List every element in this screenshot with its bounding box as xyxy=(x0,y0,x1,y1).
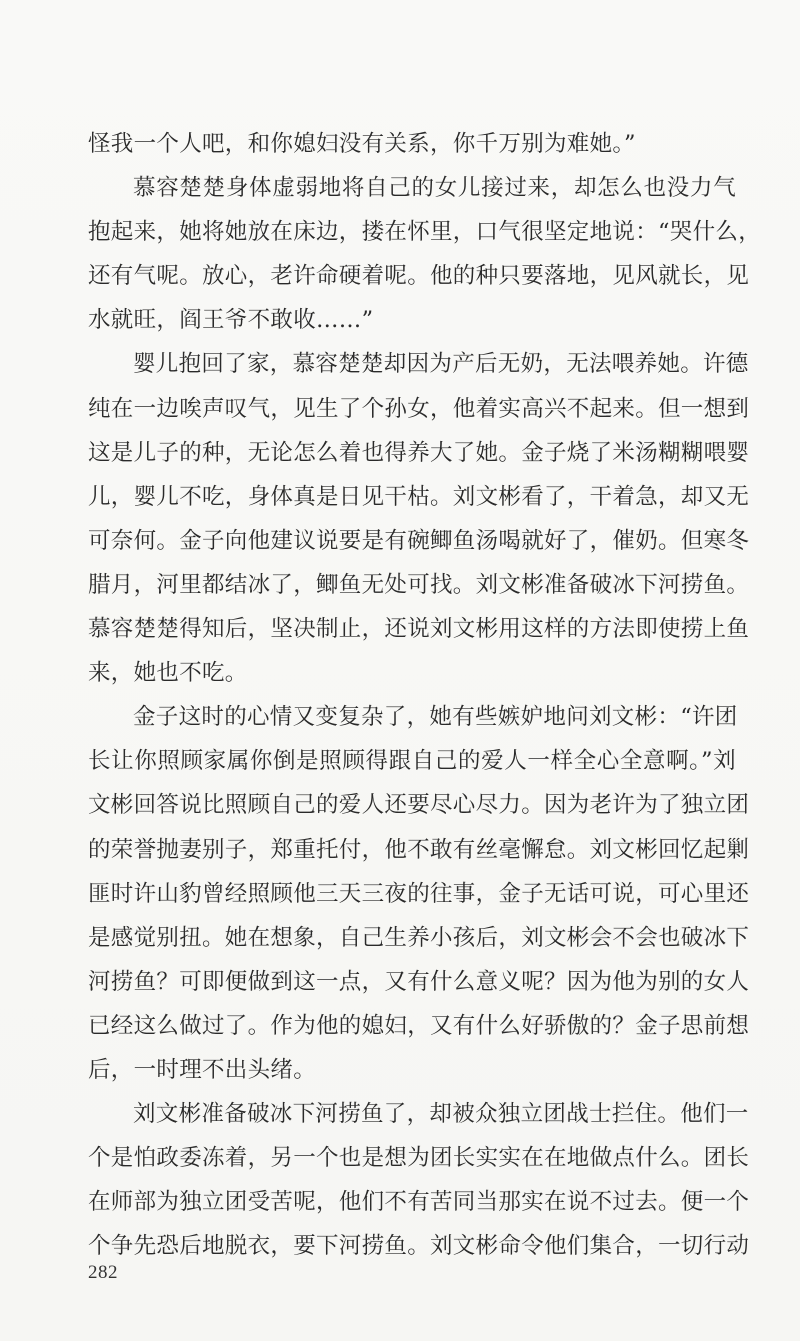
text-line: 长让你照顾家属你倒是照顾得跟自己的爱人一样全心全意啊。”刘 xyxy=(88,748,736,775)
text-line: 婴儿抱回了家，慕容楚楚却因为产后无奶，无法喂养她。许德 xyxy=(133,351,749,378)
text-line: 金子这时的心情又变复杂了，她有些嫉妒地问刘文彬：“许团 xyxy=(133,704,738,731)
text-line: 水就旺，阎王爷不敢收……” xyxy=(88,307,374,334)
text-line: 河捞鱼？可即便做到这一点，又有什么意义呢？因为他为别的女人 xyxy=(88,968,750,995)
text-line: 儿，婴儿不吃，身体真是日见干枯。刘文彬看了，干着急，却又无 xyxy=(88,483,750,510)
text-line: 怪我一个人吧，和你媳妇没有关系，你千万别为难她。” xyxy=(88,131,636,157)
text-line: 纯在一边唉声叹气，见生了个孙女，他着实高兴不起来。但一想到 xyxy=(88,395,750,422)
text-line: 刘文彬准备破冰下河捞鱼了，却被众独立团战士拦住。他们一 xyxy=(133,1101,749,1128)
text-line: 已经这么做过了。作为他的媳妇，又有什么好骄傲的？金子思前想 xyxy=(88,1012,750,1039)
text-line: 个争先恐后地脱衣，要下河捞鱼。刘文彬命令他们集合，一切行动 xyxy=(88,1233,750,1260)
text-line: 慕容楚楚身体虚弱地将自己的女儿接过来，却怎么也没力气 xyxy=(133,175,736,202)
text-line: 后，一时理不出头绪。 xyxy=(88,1056,317,1083)
text-line: 的荣誉抛妻别子，郑重托付，他不敢有丝毫懈怠。刘文彬回忆起剿 xyxy=(88,836,750,863)
text-line: 可奈何。金子向他建议说要是有碗鲫鱼汤喝就好了，催奶。但寒冬 xyxy=(88,527,750,554)
text-line: 还有气呢。放心，老许命硬着呢。他的种只要落地，见风就长，见 xyxy=(88,263,750,290)
text-line: 匪时许山豹曾经照顾他三天三夜的往事，金子无话可说，可心里还 xyxy=(88,880,750,907)
text-line: 文彬回答说比照顾自己的爱人还要尽心尽力。因为老许为了独立团 xyxy=(88,792,750,819)
text-line: 来，她也不吃。 xyxy=(88,660,248,687)
text-line: 个是怕政委冻着，另一个也是想为团长实实在在地做点什么。团长 xyxy=(88,1145,750,1172)
text-line: 在师部为独立团受苦呢，他们不有苦同当那实在说不过去。便一个 xyxy=(88,1189,750,1216)
text-line: 抱起来，她将她放在床边，搂在怀里，口气很坚定地说：“哭什么， xyxy=(88,219,762,246)
text-line: 是感觉别扭。她在想象，自己生养小孩后，刘文彬会不会也破冰下 xyxy=(88,924,750,951)
text-line: 慕容楚楚得知后，坚决制止，还说刘文彬用这样的方法即使捞上鱼 xyxy=(88,616,750,643)
body-text xyxy=(88,122,762,1268)
text-line: 腊月，河里都结冰了，鲫鱼无处可找。刘文彬准备破冰下河捞鱼。 xyxy=(88,571,750,598)
page-number: 282 xyxy=(88,1262,118,1283)
text-line: 这是儿子的种，无论怎么着也得养大了她。金子烧了米汤糊糊喂婴 xyxy=(88,439,750,466)
